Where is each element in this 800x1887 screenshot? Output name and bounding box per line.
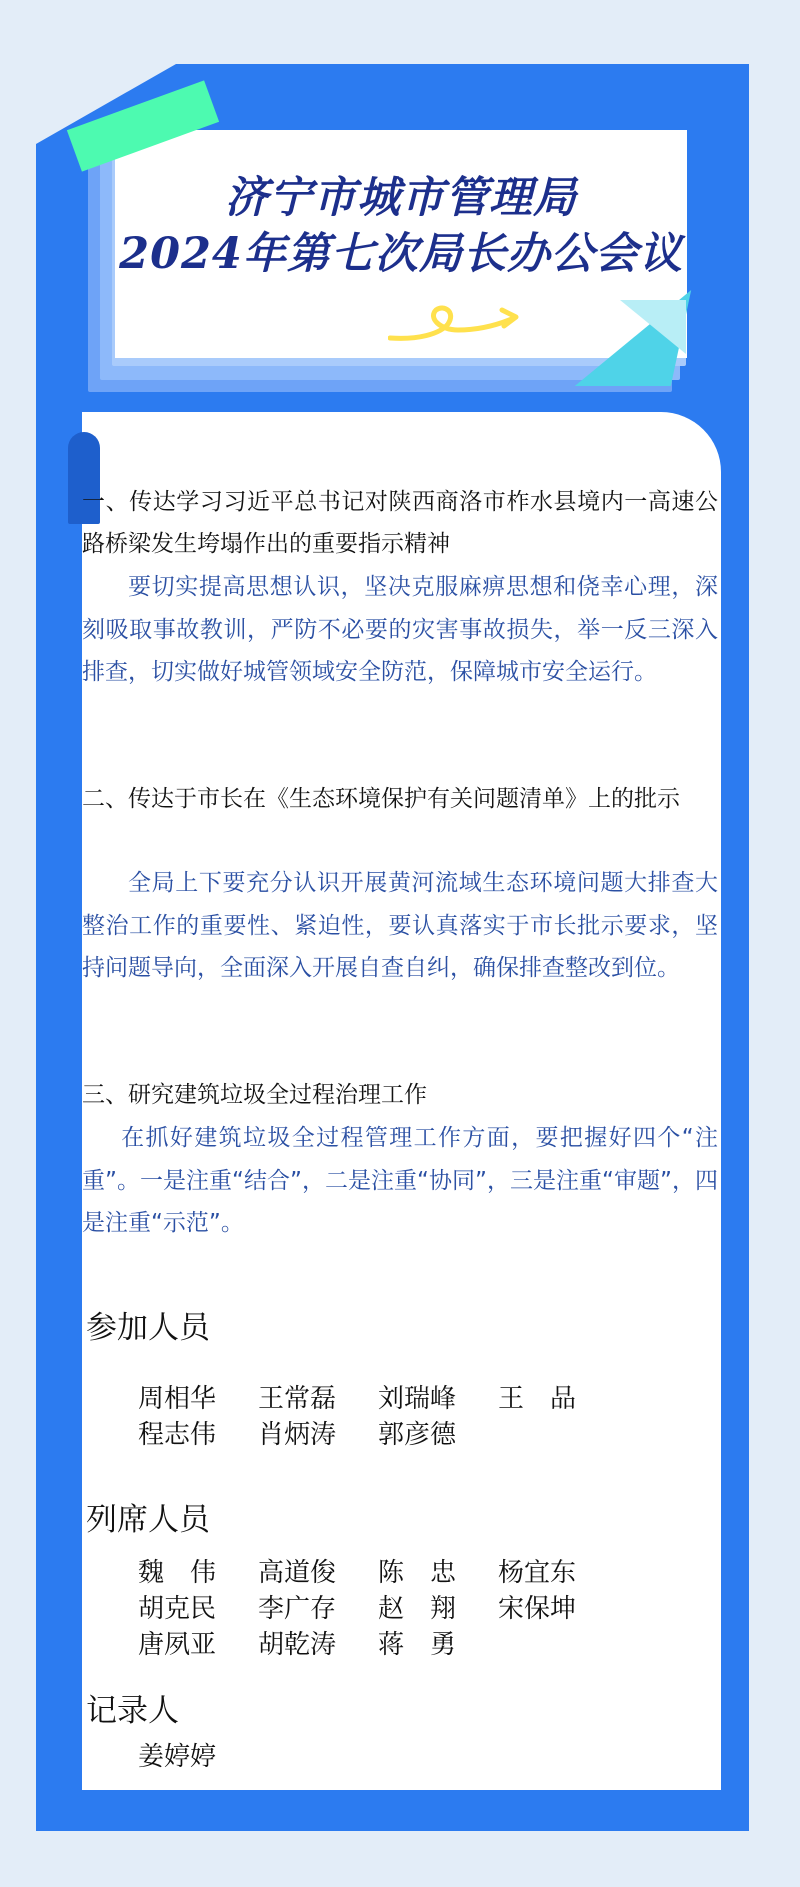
- title-line-2: 2024年第七次局长办公会议: [119, 229, 683, 279]
- recorder-list: [138, 1739, 718, 1775]
- attendees-list: [138, 1381, 718, 1453]
- attendee-name: 周相华: [138, 1384, 217, 1414]
- recorder-heading: 记录人: [86, 1693, 179, 1729]
- observer-name: 陈 忠: [378, 1558, 457, 1588]
- attendee-name: 郭彦德: [378, 1420, 457, 1450]
- section-2-title: 二、传达于市长在《生态环境保护有关问题清单》上的批示: [82, 786, 680, 812]
- observer-name: 胡克民: [138, 1594, 217, 1624]
- title-line-1: 济宁市城市管理局: [225, 173, 577, 223]
- attendee-name: 程志伟: [138, 1420, 217, 1450]
- observer-name: 魏 伟: [138, 1558, 217, 1588]
- observers-heading: 列席人员: [86, 1502, 210, 1538]
- attendee-name: 王常磊: [258, 1384, 337, 1414]
- section-2-body: 全局上下要充分认识开展黄河流域生态环境问题大排查大整治工作的重要性、紧迫性，要认真落实于市长批示要求，坚持问题导向，全面深入开展自查自纠，确保排查整改到位。: [82, 870, 718, 981]
- section-1-body: 要切实提高思想认识，坚决克服麻痹思想和侥幸心理，深刻吸取事故教训，严防不必要的灾害事故损失，举一反三深入排查，切实做好城管领域安全防范，保障城市安全运行。: [82, 574, 718, 685]
- observer-name: 胡乾涛: [258, 1630, 337, 1660]
- observer-name: 杨宜东: [498, 1558, 577, 1588]
- section-3-title: 三、研究建筑垃圾全过程治理工作: [82, 1082, 427, 1108]
- section-3-body: 在抓好建筑垃圾全过程管理工作方面，要把握好四个“注重”。一是注重“结合”，二是注重“协同”，三是注重“审题”，四是注重“示范”。: [82, 1125, 718, 1236]
- attendee-name: 肖炳涛: [258, 1420, 337, 1450]
- observer-name: 赵 翔: [378, 1594, 457, 1624]
- page-title: [115, 170, 687, 282]
- observer-name: 蒋 勇: [378, 1630, 457, 1660]
- attendees-heading: 参加人员: [86, 1310, 210, 1346]
- attendee-name: 王 品: [498, 1384, 577, 1414]
- observer-name: 宋保坤: [498, 1594, 577, 1624]
- squiggle-arrow-icon: [388, 300, 524, 346]
- section-1-title: 一、传达学习习近平总书记对陕西商洛市柞水县境内一高速公路桥梁发生垮塌作出的重要指示精神: [82, 489, 718, 557]
- page-curl-shade: [620, 300, 686, 354]
- observer-name: 唐夙亚: [138, 1630, 217, 1660]
- recorder-name: 姜婷婷: [138, 1742, 217, 1772]
- observers-list: [138, 1555, 718, 1663]
- observer-name: 李广存: [258, 1594, 337, 1624]
- attendee-name: 刘瑞峰: [378, 1384, 457, 1414]
- observer-name: 高道俊: [258, 1558, 337, 1588]
